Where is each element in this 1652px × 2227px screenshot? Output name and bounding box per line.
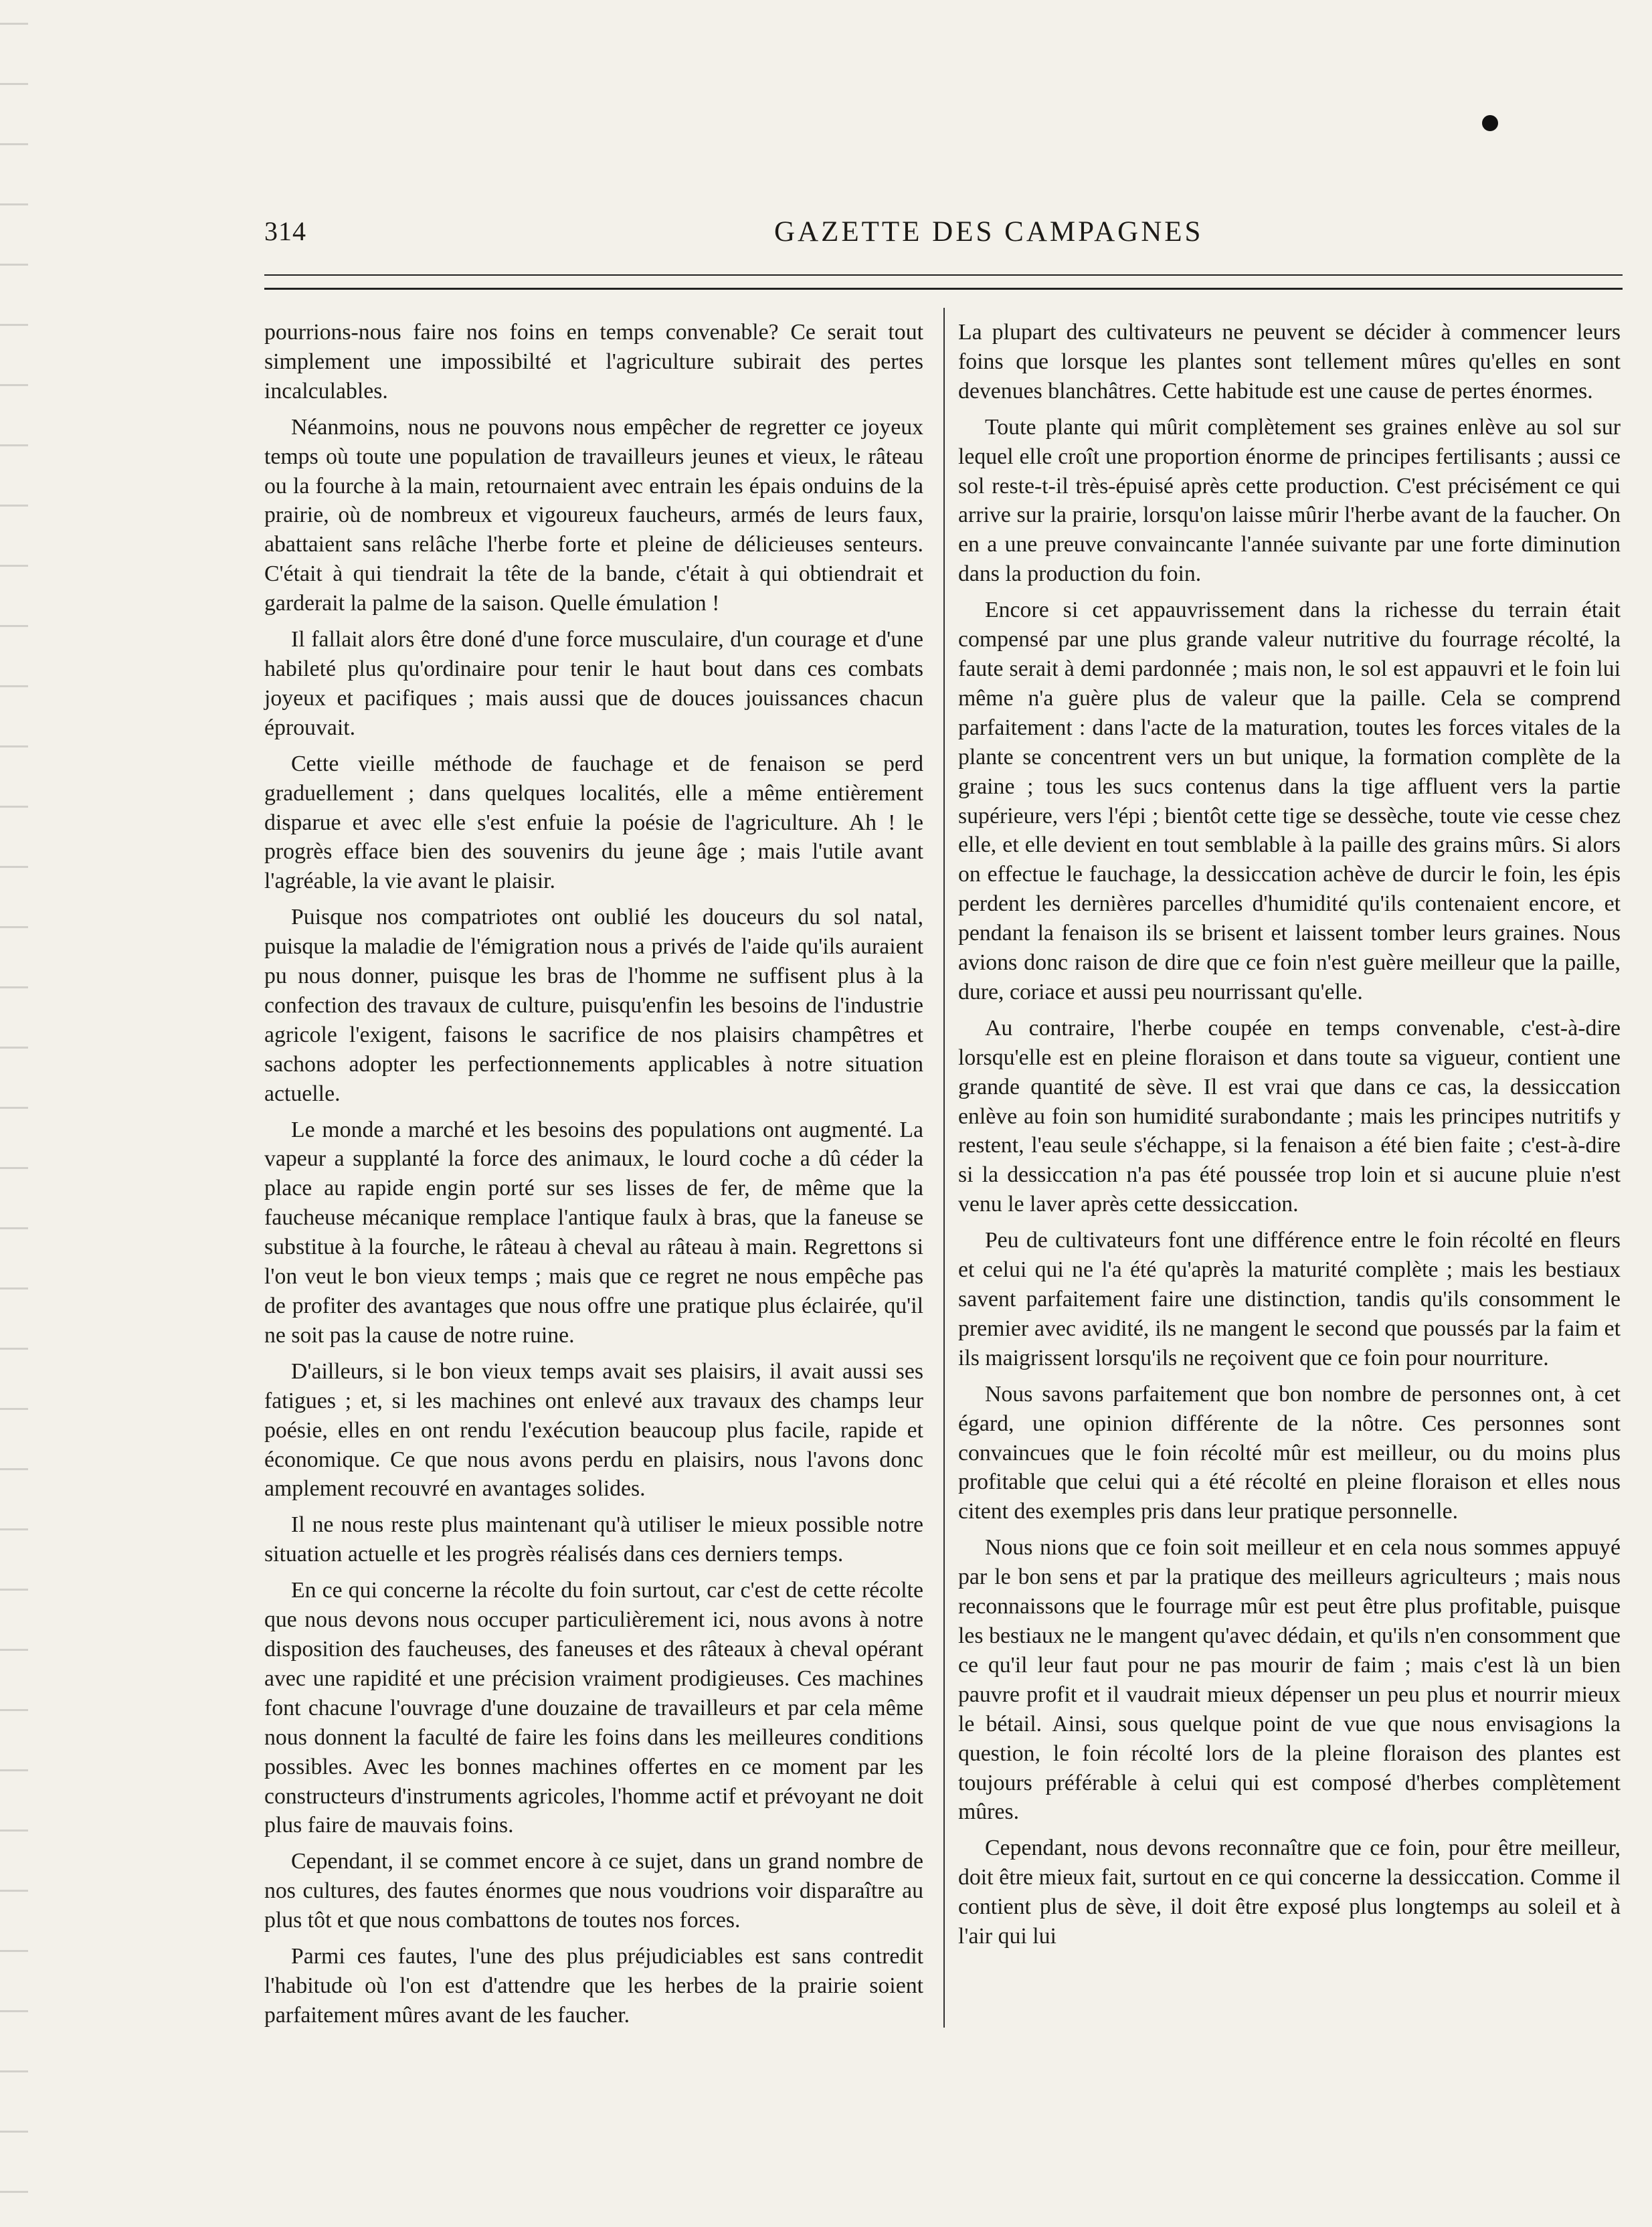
right-column <box>958 318 1621 1958</box>
paragraph: D'ailleurs, si le bon vieux temps avait ses plaisirs, il avait aussi ses fatigues ; et, si les machines ont enlevé aux travaux des champs leur poésie, elles en ont rendu l'exécution beaucoup plus facile, rapide et économique. Ce que nous avons perdu en plaisirs, nous l'avons donc amplement recouvré en avantages solides. <box>264 1358 923 1502</box>
paragraph: Il fallait alors être doné d'une force musculaire, d'un courage et d'une habileté plus qu'ordinaire pour tenir le haut bout dans ces combats joyeux et pacifiques ; mais aussi que de douces jouissances chacun éprouvait. <box>264 627 923 740</box>
paragraph: Encore si cet appauvrissement dans la richesse du terrain était compensé par une plus grande valeur nutritive du fourrage récolté, la faute serait à demi pardonnée ; mais non, le sol est appauvri et le foin lui même n'a guère plus de valeur que la paille. Cela se comprend parfaitement : dans l'acte de la maturation, toutes les forces vitales de la plante se concentrent vers un but unique, la formation complète de la graine ; tous les sucs contenus dans la tige affluent vers la partie supérieure, vers l'épi ; bientôt cette tige se dessèche, toute vie cesse chez elle, et elle devient en tout semblable à la paille des grains mûrs. Si alors on effectue le fauchage, la dessiccation achève de durcir le foin, les épis perdent les dernières parcelles d'humidité qu'ils contenaient encore, et pendant la fenaison ils se brisent et laissent tomber leurs graines. Nous avions donc raison de dire que ce foin n'est guère meilleur que la paille, dure, coriace et aussi peu nourrissant qu'elle. <box>958 598 1621 1004</box>
left-column <box>264 318 923 2037</box>
page-number: 314 <box>264 216 306 246</box>
paragraph: La plupart des cultivateurs ne peuvent se décider à commencer leurs foins que lorsque les plantes sont tellement mûres qu'elles en sont devenues blanchâtres. Cette habitude est une cause de pertes énormes. <box>958 320 1621 404</box>
paragraph: Nous savons parfaitement que bon nombre de personnes ont, à cet égard, une opinion différente de la nôtre. Ces personnes sont convaincues que le foin récolté mûr est meilleur, ou du moins plus profitable que celui qui a été récolté en pleine floraison et elles nous citent des exemples pris dans leur pratique personnelle. <box>958 1381 1621 1524</box>
column-divider <box>943 308 945 2028</box>
paragraph: Cependant, nous devons reconnaître que ce foin, pour être meilleur, doit être mieux fait, surtout en ce qui concerne la dessiccation. Comme il contient plus de sève, il doit être exposé plus longtemps au soleil et à l'air qui lui <box>958 1836 1621 1949</box>
paragraph: Nous nions que ce foin soit meilleur et en cela nous sommes appuyé par le bon sens et par la pratique des meilleurs agriculteurs ; mais nous reconnaissons que le fourrage mûr est peut être plus profitable, puisque les bestiaux ne le mangent qu'avec dédain, et qu'ils n'en consomment que ce qu'il leur faut pour ne pas mourir de faim ; mais c'est là un bien pauvre profit et il vaudrait mieux dépenser un peu plus et nourrir mieux le bétail. Ainsi, sous quelque point de vue que nous envisagions la question, le foin récolté lors de la pleine floraison des plantes est toujours préférable à celui qui est composé d'herbes complètement mûres. <box>958 1535 1621 1825</box>
paragraph: Cette vieille méthode de fauchage et de fenaison se perd graduellement ; dans quelques localités, elle a même entièrement disparue et avec elle s'est enfuie la poésie de l'agriculture. Ah ! le progrès efface bien des souvenirs du jeune âge ; mais l'utile avant l'agréable, la vie avant le plaisir. <box>264 751 923 894</box>
paragraph: Il ne nous reste plus maintenant qu'à utiliser le mieux possible notre situation actuelle et les progrès réalisés dans ces derniers temps. <box>264 1512 923 1567</box>
paragraph: Cependant, il se commet encore à ce sujet, dans un grand nombre de nos cultures, des fautes énormes que nous voudrions voir disparaître au plus tôt et que nous combattons de toutes nos forces. <box>264 1849 923 1933</box>
paragraph: En ce qui concerne la récolte du foin surtout, car c'est de cette récolte que nous devons nous occuper particulièrement ici, nous avons à notre disposition des faucheuses, des faneuses et des râteaux à cheval opérant avec une rapidité et une précision vraiment prodigieuses. Ces machines font chacune l'ouvrage d'une douzaine de travailleurs et par cela même nous donnent la faculté de faire les foins dans les meilleures conditions possibles. Avec les bonnes machines offertes en ce moment par les constructeurs d'instruments agricoles, l'homme actif et prévoyant ne doit plus faire de mauvais foins. <box>264 1578 923 1838</box>
paragraph: Toute plante qui mûrit complètement ses graines enlève au sol sur lequel elle croît une proportion énorme de principes fertilisants ; aussi ce sol reste-t-il très-épuisé après cette production. C'est précisément ce qui arrive sur la prairie, lorsqu'on laisse mûrir l'herbe avant de la faucher. On en a une preuve convaincante l'année suivante par une forte diminution dans la production du foin. <box>958 414 1621 587</box>
paragraph: Néanmoins, nous ne pouvons nous empêcher de regretter ce joyeux temps où toute une population de travailleurs jeunes et vieux, le râteau ou la fourche à la main, retournaient avec entrain les épais onduins de la prairie, où de nombreux et vigoureux faucheurs, armés de leurs faux, abattaient sans relâche l'herbe forte et pleine de délicieuses senteurs. C'était à qui tiendrait la tête de la bande, c'était à qui obtiendrait et garderait la palme de la saison. Quelle émulation ! <box>264 414 923 616</box>
paragraph: Peu de cultivateurs font une différence entre le foin récolté en fleurs et celui qui ne l'a été qu'après la maturité complète ; mais les bestiaux savent parfaitement faire une distinction, tandis qu'ils consomment le premier avec avidité, ils ne mangent le second que poussés par la faim et ils maigrissent lorsqu'ils ne reçoivent que ce foin pour nourriture. <box>958 1228 1621 1370</box>
header-rule-thick <box>264 288 1623 290</box>
scan-edge-marks <box>0 0 28 2227</box>
header-rule <box>264 274 1623 276</box>
paragraph: pourrions-nous faire nos foins en temps convenable? Ce serait tout simplement une impossibilté et l'agriculture subirait des pertes incalculables. <box>264 320 923 404</box>
paragraph: Le monde a marché et les besoins des populations ont augmenté. La vapeur a supplanté la force des animaux, le lourd coche a dû céder la place au rapide engin porté sur ses lisses de fer, de même que la faucheuse mécanique remplace l'antique faulx à bras, que la faneuse se substitue à la fourche, le râteau à cheval au râteau à main. Regrettons si l'on veut le bon vieux temps ; mais que ce regret ne nous empêche pas de profiter des avantages que nous offre une pratique plus éclairée, qu'il ne soit pas la cause de notre ruine. <box>264 1117 923 1348</box>
page-header <box>264 215 1623 256</box>
paragraph: Parmi ces fautes, l'une des plus préjudiciables est sans contredit l'habitude où l'on est d'attendre que les herbes de la prairie soient parfaitement mûres avant de les faucher. <box>264 1944 923 2028</box>
ink-blot <box>1482 115 1498 131</box>
paragraph: Puisque nos compatriotes ont oublié les douceurs du sol natal, puisque la maladie de l'émigration nous a privés de l'aide qu'ils auraient pu nous donner, puisque les bras de l'homme ne suffisent plus à la confection des travaux de culture, puisqu'enfin les besoins de l'industrie agricole l'exigent, faisons le sacrifice de nos plaisirs champêtres et sachons adopter les perfectionnements applicables à notre situation actuelle. <box>264 905 923 1106</box>
paragraph: Au contraire, l'herbe coupée en temps convenable, c'est-à-dire lorsqu'elle est en pleine floraison et dans toute sa vigueur, contient une grande quantité de sève. Il est vrai que dans ce cas, la dessiccation enlève au foin son humidité surabondante ; mais les principes nutritifs y restent, l'eau seule s'échappe, si la fenaison a été bien faite ; c'est-à-dire si la dessiccation n'a pas été poussée trop loin et si aucune pluie n'est venu le laver après cette dessiccation. <box>958 1015 1621 1217</box>
running-title: GAZETTE DES CAMPAGNES <box>774 216 1204 248</box>
